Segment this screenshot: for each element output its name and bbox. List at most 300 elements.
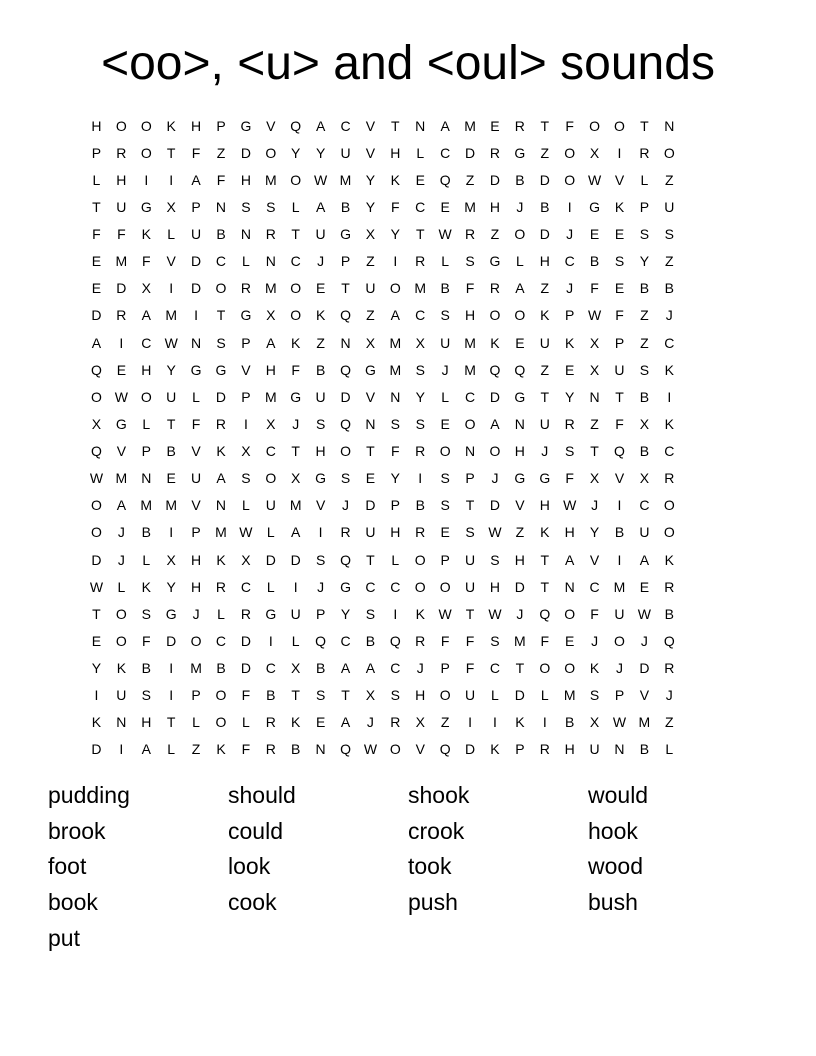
- grid-letter: T: [166, 415, 176, 432]
- grid-letter: R: [415, 524, 426, 541]
- grid-letter: C: [489, 660, 501, 677]
- grid-letter: Q: [315, 632, 327, 649]
- grid-letter: E: [565, 632, 575, 649]
- grid-letter: J: [516, 198, 524, 215]
- grid-letter: I: [119, 741, 124, 758]
- grid-row: [84, 410, 732, 437]
- grid-letter: I: [169, 524, 174, 541]
- grid-letter: M: [115, 253, 128, 270]
- grid-letter: M: [165, 497, 177, 514]
- grid-letter: E: [315, 280, 326, 297]
- grid-letter: I: [194, 307, 199, 324]
- grid-letter: C: [464, 388, 476, 405]
- grid-letter: U: [116, 198, 127, 215]
- grid-letter: W: [89, 578, 104, 595]
- grid-letter: O: [140, 117, 152, 134]
- grid-letter: J: [491, 470, 499, 487]
- grid-letter: O: [215, 280, 227, 297]
- grid-letter: I: [169, 280, 174, 297]
- grid-letter: F: [615, 415, 624, 432]
- grid-letter: G: [215, 361, 227, 378]
- grid-letter: C: [265, 660, 276, 677]
- grid-letter: M: [464, 334, 476, 351]
- grid-letter: Q: [439, 171, 451, 188]
- grid-letter: Y: [390, 226, 400, 243]
- grid-letter: V: [639, 687, 650, 704]
- grid-letter: T: [166, 144, 176, 161]
- grid-letter: E: [440, 198, 450, 215]
- grid-letter: L: [441, 253, 450, 270]
- grid-letter: D: [464, 741, 476, 758]
- grid-letter: O: [115, 605, 127, 622]
- word-search-grid: [84, 112, 732, 763]
- grid-letter: Y: [639, 253, 650, 270]
- grid-letter: S: [390, 687, 400, 704]
- grid-letter: K: [390, 171, 400, 188]
- grid-letter: F: [117, 226, 126, 243]
- grid-letter: R: [464, 226, 476, 243]
- grid-letter: S: [490, 551, 500, 568]
- grid-letter: H: [116, 171, 127, 188]
- grid-letter: H: [564, 741, 575, 758]
- grid-letter: I: [169, 687, 174, 704]
- grid-letter: H: [265, 361, 276, 378]
- grid-letter: Q: [663, 632, 675, 649]
- grid-letter: W: [488, 605, 502, 622]
- grid-letter: R: [265, 226, 276, 243]
- grid-letter: C: [415, 198, 426, 215]
- grid-letter: E: [614, 280, 625, 297]
- grid-letter: X: [166, 198, 176, 215]
- grid-letter: A: [340, 660, 351, 677]
- grid-letter: C: [240, 578, 251, 595]
- grid-letter: V: [365, 144, 376, 161]
- grid-letter: Y: [365, 171, 376, 188]
- grid-letter: Q: [439, 741, 451, 758]
- grid-letter: G: [340, 226, 351, 243]
- grid-letter: W: [314, 171, 328, 188]
- grid-letter: T: [366, 551, 375, 568]
- grid-letter: L: [241, 714, 250, 731]
- grid-letter: X: [291, 660, 301, 677]
- grid-letter: X: [589, 470, 600, 487]
- grid-letter: S: [465, 524, 475, 541]
- word-bank-item: push: [408, 889, 458, 916]
- grid-letter: U: [265, 497, 276, 514]
- grid-letter: P: [614, 687, 625, 704]
- grid-letter: Q: [340, 361, 351, 378]
- grid-letter: B: [664, 605, 674, 622]
- grid-letter: T: [465, 497, 475, 514]
- page-title: <oo>, <u> and <oul> sounds: [101, 37, 715, 90]
- word-bank-item: bush: [588, 889, 638, 916]
- grid-letter: V: [415, 741, 425, 758]
- grid-letter: Z: [640, 307, 649, 324]
- grid-letter: F: [241, 687, 251, 704]
- grid-letter: J: [366, 714, 374, 731]
- grid-letter: R: [415, 443, 426, 460]
- grid-letter: U: [539, 334, 550, 351]
- grid-letter: F: [241, 741, 251, 758]
- grid-letter: A: [515, 280, 525, 297]
- grid-letter: H: [191, 578, 202, 595]
- grid-letter: P: [216, 117, 226, 134]
- grid-letter: W: [612, 714, 627, 731]
- grid-letter: M: [264, 280, 277, 297]
- grid-letter: P: [340, 253, 351, 270]
- grid-letter: O: [389, 741, 401, 758]
- grid-letter: O: [439, 578, 451, 595]
- grid-letter: Z: [490, 226, 500, 243]
- grid-letter: A: [365, 660, 376, 677]
- grid-letter: N: [191, 334, 202, 351]
- grid-letter: U: [589, 741, 600, 758]
- grid-letter: D: [489, 497, 501, 514]
- grid-letter: M: [464, 198, 476, 215]
- grid-letter: B: [515, 171, 525, 188]
- grid-letter: D: [91, 741, 102, 758]
- grid-letter: J: [416, 660, 424, 677]
- grid-letter: C: [664, 334, 675, 351]
- grid-letter: R: [639, 144, 650, 161]
- grid-letter: B: [141, 660, 151, 677]
- grid-letter: F: [216, 171, 226, 188]
- grid-letter: U: [340, 144, 351, 161]
- grid-letter: V: [166, 253, 176, 270]
- grid-letter: V: [614, 171, 625, 188]
- grid-letter: L: [540, 687, 549, 704]
- grid-letter: L: [291, 198, 300, 215]
- grid-letter: K: [614, 198, 625, 215]
- grid-letter: V: [241, 361, 251, 378]
- grid-letter: R: [415, 253, 426, 270]
- grid-letter: I: [542, 714, 547, 731]
- grid-letter: I: [617, 497, 622, 514]
- grid-letter: J: [665, 307, 673, 324]
- grid-letter: H: [415, 687, 426, 704]
- grid-letter: I: [617, 551, 622, 568]
- grid-letter: K: [490, 334, 500, 351]
- grid-letter: I: [667, 388, 672, 405]
- grid-row: [84, 492, 732, 519]
- grid-letter: P: [141, 443, 151, 460]
- grid-letter: Z: [366, 253, 375, 270]
- grid-letter: C: [141, 334, 152, 351]
- grid-letter: O: [663, 524, 675, 541]
- grid-letter: T: [341, 687, 350, 704]
- grid-letter: J: [317, 578, 325, 595]
- grid-letter: T: [391, 117, 400, 134]
- grid-letter: F: [565, 470, 574, 487]
- grid-letter: N: [514, 415, 525, 432]
- grid-letter: G: [514, 470, 526, 487]
- grid-letter: J: [541, 443, 549, 460]
- grid-letter: O: [489, 443, 501, 460]
- grid-letter: X: [589, 361, 600, 378]
- grid-letter: W: [587, 171, 602, 188]
- word-bank-item: would: [588, 782, 649, 808]
- grid-letter: D: [240, 144, 251, 161]
- grid-letter: C: [440, 144, 451, 161]
- grid-letter: W: [488, 524, 502, 541]
- grid-letter: X: [141, 280, 151, 297]
- grid-letter: I: [617, 144, 622, 161]
- grid-letter: M: [464, 361, 476, 378]
- grid-letter: E: [415, 171, 425, 188]
- grid-letter: B: [216, 226, 226, 243]
- grid-letter: U: [664, 198, 675, 215]
- word-bank-item: crook: [408, 817, 465, 844]
- grid-letter: P: [440, 551, 450, 568]
- grid-letter: W: [563, 497, 577, 514]
- grid-letter: N: [365, 415, 376, 432]
- grid-letter: X: [266, 307, 276, 324]
- grid-letter: Y: [166, 361, 176, 378]
- grid-row: [84, 275, 732, 302]
- grid-letter: P: [191, 524, 201, 541]
- grid-letter: S: [440, 307, 450, 324]
- grid-letter: B: [266, 687, 276, 704]
- grid-letter: N: [390, 388, 401, 405]
- grid-letter: S: [639, 361, 650, 378]
- grid-letter: K: [540, 524, 550, 541]
- grid-letter: P: [565, 307, 575, 324]
- grid-letter: F: [92, 226, 101, 243]
- grid-letter: T: [291, 687, 300, 704]
- grid-letter: J: [317, 253, 325, 270]
- grid-letter: G: [539, 470, 551, 487]
- grid-letter: S: [440, 497, 450, 514]
- grid-letter: N: [340, 334, 351, 351]
- grid-letter: L: [515, 253, 524, 270]
- grid-letter: S: [141, 605, 151, 622]
- grid-letter: P: [390, 497, 400, 514]
- grid-letter: Q: [539, 605, 551, 622]
- grid-letter: V: [589, 551, 600, 568]
- grid-letter: Q: [340, 415, 351, 432]
- grid-letter: B: [639, 443, 650, 460]
- grid-letter: K: [589, 660, 600, 677]
- grid-letter: A: [191, 171, 201, 188]
- grid-letter: Q: [340, 551, 351, 568]
- grid-letter: H: [91, 117, 102, 134]
- grid-letter: U: [464, 551, 476, 568]
- grid-letter: I: [144, 171, 149, 188]
- grid-letter: M: [115, 470, 128, 487]
- grid-letter: O: [589, 117, 601, 134]
- grid-letter: A: [440, 117, 450, 134]
- grid-letter: U: [315, 388, 326, 405]
- grid-letter: R: [489, 280, 501, 297]
- grid-letter: W: [587, 307, 602, 324]
- grid-letter: N: [265, 253, 276, 270]
- grid-letter: U: [614, 605, 625, 622]
- grid-letter: H: [141, 714, 152, 731]
- grid-letter: O: [514, 226, 526, 243]
- grid-letter: H: [514, 443, 525, 460]
- grid-letter: N: [589, 388, 600, 405]
- grid-row: [84, 519, 732, 546]
- grid-letter: V: [365, 117, 376, 134]
- grid-letter: Z: [316, 334, 325, 351]
- grid-letter: F: [465, 632, 475, 649]
- grid-letter: E: [639, 578, 650, 595]
- grid-letter: O: [115, 117, 127, 134]
- grid-letter: S: [315, 687, 326, 704]
- grid-letter: F: [391, 198, 400, 215]
- grid-letter: A: [340, 714, 351, 731]
- grid-letter: B: [614, 524, 625, 541]
- grid-letter: R: [340, 524, 351, 541]
- grid-letter: I: [493, 714, 497, 731]
- grid-letter: I: [268, 632, 273, 649]
- grid-letter: J: [566, 226, 574, 243]
- grid-row: [84, 627, 732, 654]
- grid-letter: R: [415, 632, 426, 649]
- grid-letter: Z: [216, 144, 226, 161]
- grid-letter: I: [293, 578, 298, 595]
- grid-letter: H: [390, 144, 401, 161]
- grid-letter: J: [441, 361, 449, 378]
- word-bank-item: could: [228, 817, 283, 844]
- grid-letter: A: [490, 415, 500, 432]
- grid-letter: E: [490, 117, 500, 134]
- grid-letter: T: [366, 443, 375, 460]
- grid-letter: T: [341, 280, 350, 297]
- grid-letter: O: [190, 632, 202, 649]
- grid-letter: Y: [589, 524, 600, 541]
- grid-letter: E: [565, 361, 575, 378]
- grid-letter: F: [615, 307, 624, 324]
- grid-letter: X: [365, 226, 376, 243]
- grid-letter: T: [590, 443, 599, 460]
- grid-letter: Z: [540, 280, 550, 297]
- grid-letter: K: [216, 551, 226, 568]
- grid-letter: W: [89, 470, 104, 487]
- grid-letter: H: [240, 171, 251, 188]
- grid-letter: E: [589, 226, 600, 243]
- grid-letter: S: [415, 361, 425, 378]
- grid-letter: R: [240, 280, 251, 297]
- grid-letter: M: [140, 497, 153, 514]
- grid-letter: O: [140, 144, 152, 161]
- grid-letter: Y: [166, 578, 176, 595]
- grid-letter: L: [441, 388, 450, 405]
- grid-letter: Q: [389, 632, 401, 649]
- grid-letter: R: [539, 741, 550, 758]
- grid-letter: K: [515, 714, 525, 731]
- grid-letter: U: [191, 470, 202, 487]
- grid-letter: W: [164, 334, 178, 351]
- grid-letter: B: [216, 660, 226, 677]
- grid-letter: N: [564, 578, 575, 595]
- grid-letter: C: [589, 578, 600, 595]
- grid-letter: H: [191, 551, 202, 568]
- grid-letter: H: [191, 117, 202, 134]
- grid-letter: C: [390, 660, 401, 677]
- grid-letter: T: [540, 117, 550, 134]
- grid-letter: X: [415, 714, 425, 731]
- grid-letter: S: [216, 334, 226, 351]
- grid-letter: Q: [614, 443, 625, 460]
- grid-letter: I: [418, 470, 423, 487]
- grid-letter: B: [440, 280, 450, 297]
- grid-letter: H: [489, 578, 501, 595]
- grid-letter: K: [415, 605, 425, 622]
- word-bank-item: put: [48, 924, 80, 951]
- grid-letter: A: [565, 551, 575, 568]
- grid-letter: K: [116, 660, 127, 677]
- grid-letter: B: [315, 660, 326, 677]
- grid-letter: H: [141, 361, 152, 378]
- grid-letter: D: [489, 388, 501, 405]
- grid-letter: E: [91, 280, 102, 297]
- grid-letter: O: [91, 388, 102, 405]
- grid-letter: Q: [290, 117, 302, 134]
- grid-letter: V: [614, 470, 625, 487]
- grid-letter: B: [565, 714, 575, 731]
- grid-letter: R: [116, 307, 127, 324]
- grid-letter: T: [291, 226, 300, 243]
- grid-letter: O: [564, 144, 576, 161]
- grid-letter: G: [165, 605, 177, 622]
- grid-letter: D: [191, 253, 202, 270]
- grid-letter: F: [391, 443, 400, 460]
- grid-letter: Z: [515, 524, 525, 541]
- grid-letter: L: [192, 714, 200, 731]
- grid-letter: U: [116, 687, 127, 704]
- grid-letter: H: [539, 497, 550, 514]
- grid-letter: Z: [366, 307, 375, 324]
- grid-row: [84, 248, 732, 275]
- grid-letter: I: [393, 253, 398, 270]
- grid-letter: B: [639, 741, 650, 758]
- grid-letter: C: [415, 307, 426, 324]
- grid-letter: M: [289, 497, 302, 514]
- grid-letter: G: [364, 361, 376, 378]
- grid-letter: I: [94, 687, 99, 704]
- grid-letter: L: [167, 741, 176, 758]
- grid-letter: L: [92, 171, 101, 188]
- grid-letter: K: [216, 741, 226, 758]
- grid-letter: J: [292, 415, 300, 432]
- grid-letter: D: [191, 280, 202, 297]
- grid-letter: B: [589, 253, 600, 270]
- grid-letter: O: [290, 307, 302, 324]
- grid-letter: K: [166, 117, 176, 134]
- grid-letter: E: [614, 226, 625, 243]
- grid-letter: S: [440, 470, 450, 487]
- grid-letter: E: [440, 415, 450, 432]
- grid-letter: O: [215, 714, 227, 731]
- grid-letter: O: [564, 171, 576, 188]
- grid-letter: O: [340, 443, 351, 460]
- grid-letter: F: [141, 632, 151, 649]
- grid-letter: O: [290, 280, 302, 297]
- grid-letter: J: [640, 632, 648, 649]
- grid-letter: J: [566, 280, 574, 297]
- grid-letter: V: [315, 497, 326, 514]
- grid-row: [84, 736, 732, 763]
- grid-letter: K: [490, 741, 500, 758]
- grid-row: [84, 329, 732, 356]
- grid-letter: L: [117, 578, 126, 595]
- grid-letter: G: [115, 415, 127, 432]
- grid-row: [84, 709, 732, 736]
- grid-letter: O: [115, 632, 127, 649]
- grid-letter: U: [464, 687, 476, 704]
- grid-letter: O: [439, 443, 451, 460]
